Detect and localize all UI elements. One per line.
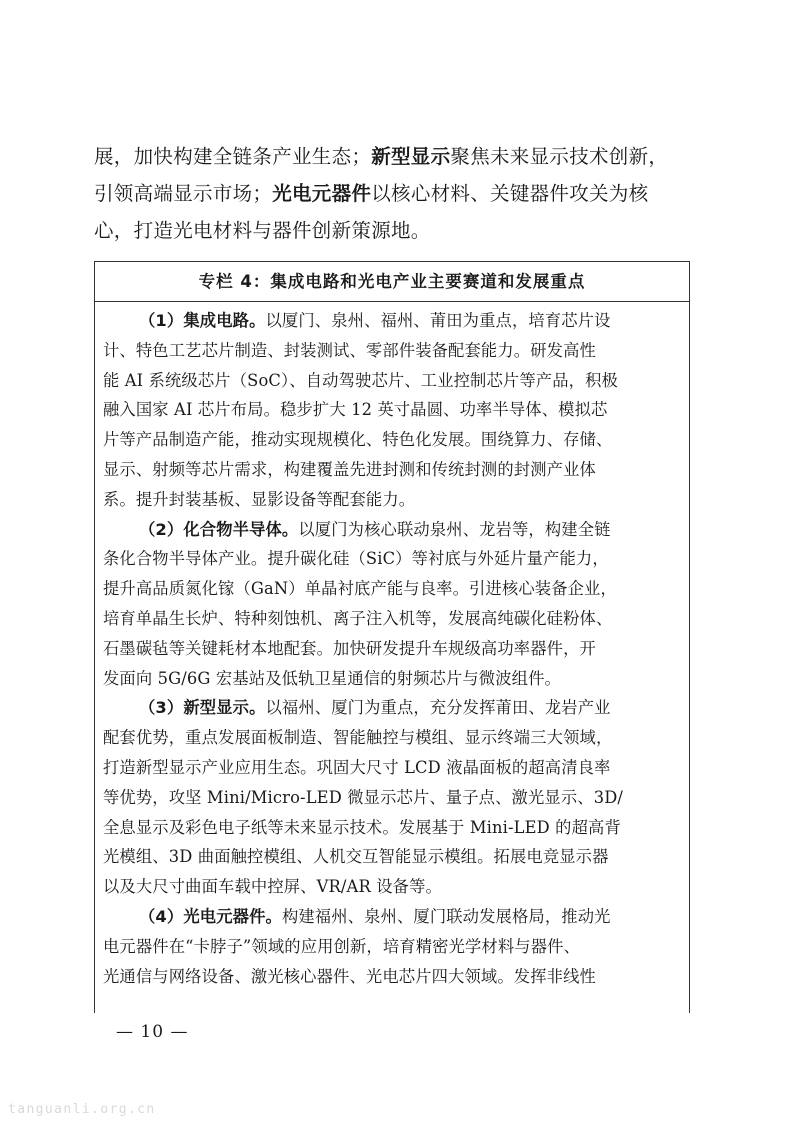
page-number: — 10 — (116, 1022, 189, 1042)
section-line: 光通信与网络设备、激光核心器件、光电芯片四大领域。发挥非线性 (103, 966, 596, 986)
section-line: 光模组、3D 曲面触控模组、人机交互智能显示模组。拓展电竞显示器 (103, 847, 609, 867)
section-line: 发面向 5G/6G 宏基站及低轨卫星通信的射频芯片与微波组件。 (103, 668, 561, 688)
section-line: 等优势，攻坚 Mini/Micro-LED 微显示芯片、量子点、激光显示、3D/ (103, 787, 624, 807)
section-line (103, 306, 683, 336)
box-title: 专栏 4：集成电路和光电产业主要赛道和发展重点 (95, 262, 689, 302)
intro-line (94, 179, 694, 209)
feature-box (94, 261, 690, 1013)
section-line: 电元器件在“卡脖子”领域的应用创新，培育精密光学材料与器件、 (103, 936, 581, 956)
text-run: 以核心材料、关键器件攻关为核 (371, 182, 649, 205)
text-run: 以厦门为核心联动泉州、龙岩等，构建全链 (298, 519, 611, 539)
section-line (103, 902, 683, 932)
intro-line: 心，打造光电材料与器件创新策源地。 (94, 219, 431, 242)
section-line: 提升高品质氮化镓（GaN）单晶衬底产能与良率。引进核心装备企业， (103, 579, 617, 599)
section-line: 配套优势，重点发展面板制造、智能触控与模组、显示终端三大领域， (103, 728, 613, 748)
section-integrated-circuits (103, 306, 683, 515)
text-run: 以福州、厦门为重点，充分发挥莆田、龙岩产业 (265, 698, 611, 718)
section-line: 系。提升封装基板、显影设备等配套能力。 (103, 489, 416, 509)
bold-term: 光电元器件 (272, 182, 372, 205)
intro-line (94, 142, 694, 172)
section-line: 以及大尺寸曲面车载中控屏、VR/AR 设备等。 (103, 877, 442, 897)
section-line: 培育单晶生长炉、特种刻蚀机、离子注入机等，发展高纯碳化硅粉体、 (103, 608, 613, 628)
section-heading: （2）化合物半导体。 (139, 519, 299, 539)
section-heading: （4）光电元器件。 (139, 906, 282, 926)
section-line (103, 515, 683, 545)
section-line: 能 AI 系统级芯片（SoC）、自动驾驶芯片、工业控制芯片等产品，积极 (103, 370, 618, 390)
section-line: 全息显示及彩色电子纸等未来显示技术。发展基于 Mini-LED 的超高背 (103, 817, 621, 837)
section-line: 显示、射频等芯片需求，构建覆盖先进封测和传统封测的封测产业体 (103, 459, 596, 479)
section-line: 石墨碳毡等关键耗材本地配套。加快研发提升车规级高功率器件，开 (103, 638, 596, 658)
section-line: 片等产品制造产能，推动实现规模化、特色化发展。围绕算力、存储、 (103, 430, 613, 450)
bold-term: 新型显示 (371, 145, 451, 168)
box-body (95, 302, 689, 991)
section-heading: （1）集成电路。 (139, 311, 266, 330)
section-line (103, 693, 683, 723)
text-run: 以厦门、泉州、福州、莆田为重点，培育芯片设 (265, 311, 611, 330)
text-run: 展，加快构建全链条产业生态； (94, 145, 372, 168)
watermark: tanguanli.org.cn (8, 1102, 156, 1117)
intro-paragraph (94, 142, 694, 253)
section-line: 条化合物半导体产业。提升碳化硅（SiC）等衬底与外延片量产能力， (103, 549, 609, 569)
section-line: 打造新型显示产业应用生态。巩固大尺寸 LCD 液晶面板的超高清良率 (103, 757, 611, 777)
section-compound-semiconductors (103, 515, 683, 694)
section-heading: （3）新型显示。 (139, 698, 266, 718)
section-new-display (103, 693, 683, 902)
text-run: 构建福州、泉州、厦门联动发展格局，推动光 (281, 906, 611, 926)
section-line: 融入国家 AI 芯片布局。稳步扩大 12 英寸晶圆、功率半导体、模拟芯 (103, 400, 608, 420)
section-line: 计、特色工艺芯片制造、封装测试、零部件装备配套能力。研发高性 (103, 340, 596, 360)
text-run: 聚焦未来显示技术创新， (450, 145, 669, 168)
section-optoelectronic-components (103, 902, 683, 991)
text-run: 引领高端显示市场； (94, 182, 273, 205)
